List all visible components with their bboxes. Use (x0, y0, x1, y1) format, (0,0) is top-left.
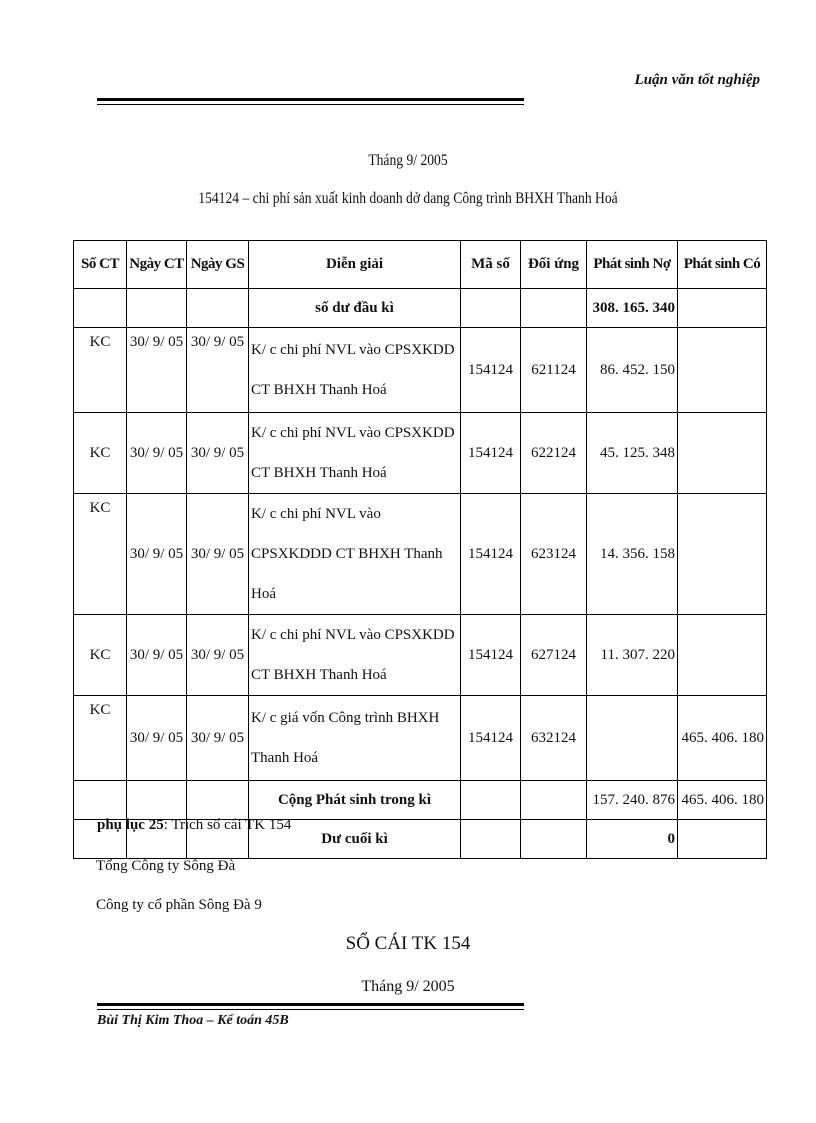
date-gs-cell: 30/ 9/ 05 (187, 413, 249, 494)
credit-cell (678, 328, 767, 413)
date-ct-cell: 30/ 9/ 05 (127, 413, 187, 494)
col-header: Số CT (74, 241, 127, 289)
debit-cell: 14. 356. 158 (587, 494, 678, 615)
footer-author: Bùi Thị Kim Thoa – Kế toán 45B (97, 1013, 289, 1028)
debit-cell: 11. 307. 220 (587, 615, 678, 696)
debit-cell (587, 696, 678, 781)
ledger-month: Tháng 9/ 2005 (361, 978, 455, 995)
ledger-table (73, 240, 767, 859)
table-header-row (74, 241, 767, 289)
contra-cell: 632124 (521, 696, 587, 781)
col-header: Mã số (461, 241, 521, 289)
ledger-title: SỔ CÁI TK 154 (345, 933, 471, 954)
table-row (74, 413, 767, 494)
closing-label: Dư cuối kì (249, 820, 461, 859)
date-gs-cell: 30/ 9/ 05 (187, 615, 249, 696)
debit-cell: 45. 125. 348 (587, 413, 678, 494)
opening-label: số dư đầu kì (249, 289, 461, 328)
col-header: Ngày GS (187, 241, 249, 289)
contra-cell: 627124 (521, 615, 587, 696)
credit-cell: 465. 406. 180 (678, 696, 767, 781)
code-cell: 154124 (461, 413, 521, 494)
date-gs-cell: 30/ 9/ 05 (187, 328, 249, 413)
code-cell: 154124 (461, 328, 521, 413)
report-month: Tháng 9/ 2005 (368, 152, 448, 169)
opening-balance-row (74, 289, 767, 328)
total-row (74, 781, 767, 820)
doc-cell: KC (74, 615, 127, 696)
credit-cell (678, 413, 767, 494)
contra-cell: 622124 (521, 413, 587, 494)
table-row (74, 696, 767, 781)
parent-company: Tổng Công ty Sông Đà (96, 858, 236, 874)
code-cell: 154124 (461, 494, 521, 615)
credit-cell (678, 615, 767, 696)
col-header: Diễn giải (249, 241, 461, 289)
date-ct-cell: 30/ 9/ 05 (127, 696, 187, 781)
company-name: Công ty cổ phần Sông Đà 9 (96, 897, 262, 913)
date-gs-cell: 30/ 9/ 05 (187, 696, 249, 781)
code-cell: 154124 (461, 615, 521, 696)
col-header: Phát sinh Nợ (587, 241, 678, 289)
credit-cell (678, 494, 767, 615)
date-ct-cell: 30/ 9/ 05 (127, 328, 187, 413)
col-header: Phát sinh Có (678, 241, 767, 289)
appendix-text: : Trích sổ cái TK 154 (163, 817, 292, 833)
debit-cell: 86. 452. 150 (587, 328, 678, 413)
thesis-label: Luận văn tốt nghiệp (634, 72, 760, 88)
table-row (74, 615, 767, 696)
closing-debit: 0 (587, 820, 678, 859)
doc-cell: KC (74, 696, 127, 781)
total-debit: 157. 240. 876 (587, 781, 678, 820)
header-rule (97, 98, 524, 105)
appendix-caption (97, 817, 291, 834)
code-cell: 154124 (461, 696, 521, 781)
desc-cell: K/ c chi phí NVL vào CPSXKDD CT BHXH Thanh Hoá (249, 615, 461, 696)
col-header: Ngày CT (127, 241, 187, 289)
contra-cell: 621124 (521, 328, 587, 413)
doc-cell: KC (74, 328, 127, 413)
doc-cell: KC (74, 494, 127, 615)
doc-cell: KC (74, 413, 127, 494)
desc-cell: K/ c chi phí NVL vào CPSXKDDD CT BHXH Thanh Hoá (249, 494, 461, 615)
total-label: Cộng Phát sinh trong kì (249, 781, 461, 820)
table-row (74, 328, 767, 413)
desc-cell: K/ c giá vốn Công trình BHXH Thanh Hoá (249, 696, 461, 781)
table-row (74, 494, 767, 615)
opening-debit: 308. 165. 340 (587, 289, 678, 328)
appendix-label: phụ lục 25 (97, 817, 164, 833)
desc-cell: K/ c chi phí NVL vào CPSXKDD CT BHXH Thanh Hoá (249, 413, 461, 494)
date-ct-cell: 30/ 9/ 05 (127, 494, 187, 615)
date-gs-cell: 30/ 9/ 05 (187, 494, 249, 615)
report-account-title: 154124 – chi phí sản xuất kinh doanh dở dang Công trình BHXH Thanh Hoá (198, 190, 618, 207)
contra-cell: 623124 (521, 494, 587, 615)
total-credit: 465. 406. 180 (678, 781, 767, 820)
date-ct-cell: 30/ 9/ 05 (127, 615, 187, 696)
col-header: Đối ứng (521, 241, 587, 289)
footer-rule (97, 1003, 524, 1010)
desc-cell: K/ c chi phí NVL vào CPSXKDD CT BHXH Thanh Hoá (249, 328, 461, 413)
